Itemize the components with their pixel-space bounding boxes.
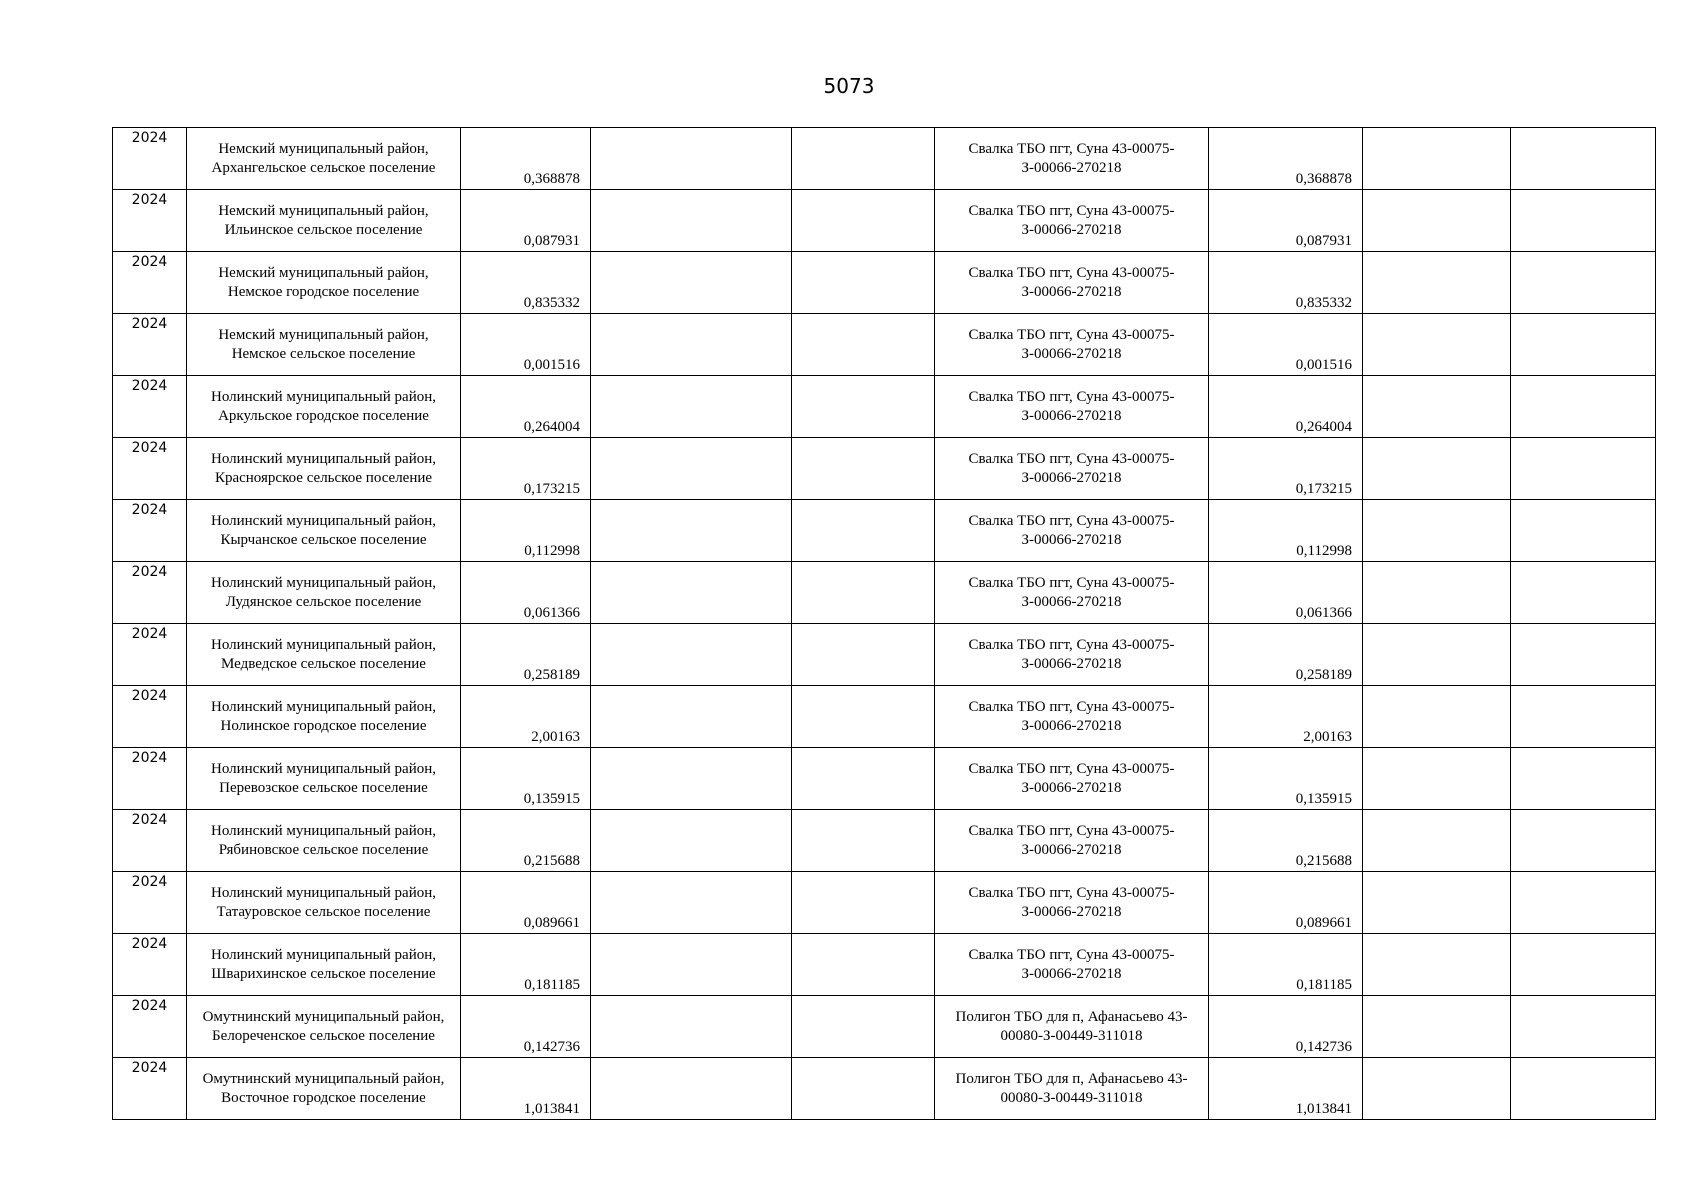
volume2-value: 0,215688 — [1295, 853, 1352, 869]
empty-cell — [1511, 500, 1656, 562]
table-row — [113, 314, 1656, 376]
year-cell: 2024 — [113, 872, 187, 934]
volume2-cell — [1209, 314, 1363, 376]
empty-cell — [792, 810, 935, 872]
empty-cell — [1363, 128, 1511, 190]
facility-text: Свалка ТБО пгт, Суна 43-00075-З-00066-270218 — [968, 760, 1175, 796]
year-cell: 2024 — [113, 562, 187, 624]
volume-value: 0,181185 — [524, 977, 580, 993]
volume-value: 0,112998 — [524, 543, 580, 559]
year-cell: 2024 — [113, 438, 187, 500]
volume2-value: 0,087931 — [1295, 233, 1352, 249]
table-row — [113, 438, 1656, 500]
empty-cell — [591, 686, 792, 748]
volume-value: 0,173215 — [523, 481, 580, 497]
volume-cell — [461, 252, 591, 314]
area-text: Немский муниципальный район, Архангельское сельское поселение — [211, 140, 436, 176]
empty-cell — [591, 562, 792, 624]
table-row — [113, 934, 1656, 996]
year-cell: 2024 — [113, 624, 187, 686]
table-body — [113, 128, 1656, 1120]
volume2-cell — [1209, 748, 1363, 810]
area-text: Немский муниципальный район, Немское сельское поселение — [218, 326, 429, 362]
waste-table — [112, 127, 1656, 1120]
facility-text: Свалка ТБО пгт, Суна 43-00075-З-00066-270218 — [968, 388, 1175, 424]
volume2-value: 0,112998 — [1296, 543, 1352, 559]
year-cell: 2024 — [113, 996, 187, 1058]
volume2-cell — [1209, 128, 1363, 190]
volume-value: 0,215688 — [523, 853, 580, 869]
volume-cell — [461, 562, 591, 624]
area-cell — [187, 190, 461, 252]
area-cell — [187, 872, 461, 934]
volume-cell — [461, 996, 591, 1058]
volume-cell — [461, 624, 591, 686]
volume-value: 0,001516 — [523, 357, 580, 373]
year-cell: 2024 — [113, 128, 187, 190]
volume2-value: 0,142736 — [1295, 1039, 1352, 1055]
empty-cell — [1363, 934, 1511, 996]
volume2-cell — [1209, 996, 1363, 1058]
volume2-cell — [1209, 686, 1363, 748]
table-row — [113, 376, 1656, 438]
volume-value: 0,258189 — [523, 667, 580, 683]
volume-cell — [461, 314, 591, 376]
empty-cell — [792, 314, 935, 376]
empty-cell — [1511, 996, 1656, 1058]
empty-cell — [1511, 252, 1656, 314]
facility-cell — [935, 314, 1209, 376]
facility-text: Полигон ТБО для п, Афанасьево 43-00080-З-00449-311018 — [955, 1070, 1188, 1106]
volume2-cell — [1209, 810, 1363, 872]
volume2-cell — [1209, 500, 1363, 562]
empty-cell — [1363, 872, 1511, 934]
empty-cell — [591, 748, 792, 810]
empty-cell — [792, 996, 935, 1058]
facility-text: Свалка ТБО пгт, Суна 43-00075-З-00066-270218 — [968, 946, 1175, 982]
area-text: Нолинский муниципальный район, Аркульское городское поселение — [210, 388, 436, 424]
table-row — [113, 996, 1656, 1058]
volume-cell — [461, 748, 591, 810]
volume2-cell — [1209, 190, 1363, 252]
area-cell — [187, 1058, 461, 1120]
empty-cell — [1363, 314, 1511, 376]
volume-cell — [461, 500, 591, 562]
table-row — [113, 624, 1656, 686]
area-cell — [187, 438, 461, 500]
empty-cell — [591, 438, 792, 500]
facility-text: Свалка ТБО пгт, Суна 43-00075-З-00066-270218 — [968, 512, 1175, 548]
facility-cell — [935, 376, 1209, 438]
area-cell — [187, 686, 461, 748]
table-row — [113, 872, 1656, 934]
year-cell: 2024 — [113, 500, 187, 562]
table-row — [113, 562, 1656, 624]
volume-value: 0,368878 — [523, 171, 580, 187]
empty-cell — [792, 934, 935, 996]
year-cell: 2024 — [113, 934, 187, 996]
volume-cell — [461, 934, 591, 996]
area-cell — [187, 748, 461, 810]
volume2-value: 1,013841 — [1295, 1101, 1352, 1117]
empty-cell — [1511, 686, 1656, 748]
facility-cell — [935, 438, 1209, 500]
year-cell: 2024 — [113, 314, 187, 376]
facility-text: Свалка ТБО пгт, Суна 43-00075-З-00066-270218 — [968, 140, 1175, 176]
area-text: Нолинский муниципальный район, Нолинское городское поселение — [210, 698, 436, 734]
empty-cell — [591, 252, 792, 314]
empty-cell — [1363, 252, 1511, 314]
empty-cell — [1511, 376, 1656, 438]
volume2-cell — [1209, 252, 1363, 314]
empty-cell — [591, 1058, 792, 1120]
volume-cell — [461, 686, 591, 748]
facility-text: Свалка ТБО пгт, Суна 43-00075-З-00066-270218 — [968, 636, 1175, 672]
empty-cell — [1511, 934, 1656, 996]
volume2-cell — [1209, 1058, 1363, 1120]
volume-cell — [461, 128, 591, 190]
area-text: Нолинский муниципальный район, Медведское сельское поселение — [210, 636, 436, 672]
empty-cell — [792, 500, 935, 562]
empty-cell — [1363, 810, 1511, 872]
volume2-cell — [1209, 562, 1363, 624]
area-text: Нолинский муниципальный район, Рябиновское сельское поселение — [210, 822, 436, 858]
volume2-value: 0,089661 — [1295, 915, 1352, 931]
volume-value: 0,142736 — [523, 1039, 580, 1055]
area-text: Немский муниципальный район, Ильинское сельское поселение — [218, 202, 429, 238]
facility-text: Свалка ТБО пгт, Суна 43-00075-З-00066-270218 — [968, 574, 1175, 610]
table-row — [113, 686, 1656, 748]
area-cell — [187, 314, 461, 376]
volume-cell — [461, 872, 591, 934]
area-text: Омутнинский муниципальный район, Белореченское сельское поселение — [202, 1008, 445, 1044]
facility-text: Свалка ТБО пгт, Суна 43-00075-З-00066-270218 — [968, 884, 1175, 920]
area-text: Нолинский муниципальный район, Красноярское сельское поселение — [210, 450, 436, 486]
empty-cell — [591, 128, 792, 190]
empty-cell — [1363, 686, 1511, 748]
facility-cell — [935, 934, 1209, 996]
table-row — [113, 190, 1656, 252]
volume2-value: 2,00163 — [1303, 729, 1352, 745]
empty-cell — [591, 810, 792, 872]
area-text: Нолинский муниципальный район, Кырчанское сельское поселение — [210, 512, 436, 548]
empty-cell — [591, 624, 792, 686]
volume2-value: 0,835332 — [1295, 295, 1352, 311]
empty-cell — [591, 872, 792, 934]
empty-cell — [1511, 1058, 1656, 1120]
volume-cell — [461, 438, 591, 500]
empty-cell — [792, 252, 935, 314]
empty-cell — [792, 624, 935, 686]
area-text: Нолинский муниципальный район, Татауровское сельское поселение — [210, 884, 436, 920]
empty-cell — [1511, 872, 1656, 934]
facility-cell — [935, 872, 1209, 934]
empty-cell — [1511, 314, 1656, 376]
volume-value: 2,00163 — [531, 729, 580, 745]
area-cell — [187, 810, 461, 872]
area-cell — [187, 128, 461, 190]
empty-cell — [792, 562, 935, 624]
empty-cell — [792, 1058, 935, 1120]
empty-cell — [591, 996, 792, 1058]
empty-cell — [1511, 190, 1656, 252]
empty-cell — [1363, 438, 1511, 500]
volume2-cell — [1209, 438, 1363, 500]
table-row — [113, 252, 1656, 314]
area-cell — [187, 376, 461, 438]
volume-value: 0,061366 — [523, 605, 580, 621]
empty-cell — [591, 314, 792, 376]
facility-cell — [935, 624, 1209, 686]
empty-cell — [1511, 128, 1656, 190]
empty-cell — [591, 934, 792, 996]
empty-cell — [1363, 1058, 1511, 1120]
facility-text: Свалка ТБО пгт, Суна 43-00075-З-00066-270218 — [968, 698, 1175, 734]
table-row — [113, 128, 1656, 190]
empty-cell — [1363, 624, 1511, 686]
empty-cell — [591, 376, 792, 438]
empty-cell — [1363, 748, 1511, 810]
facility-text: Свалка ТБО пгт, Суна 43-00075-З-00066-270218 — [968, 326, 1175, 362]
facility-text: Свалка ТБО пгт, Суна 43-00075-З-00066-270218 — [968, 822, 1175, 858]
facility-cell — [935, 996, 1209, 1058]
empty-cell — [1511, 624, 1656, 686]
empty-cell — [591, 190, 792, 252]
volume2-value: 0,061366 — [1295, 605, 1352, 621]
facility-cell — [935, 748, 1209, 810]
table-row — [113, 810, 1656, 872]
facility-cell — [935, 562, 1209, 624]
table-row — [113, 500, 1656, 562]
empty-cell — [591, 500, 792, 562]
volume-cell — [461, 376, 591, 438]
area-cell — [187, 996, 461, 1058]
volume2-cell — [1209, 934, 1363, 996]
facility-text: Свалка ТБО пгт, Суна 43-00075-З-00066-270218 — [968, 202, 1175, 238]
area-text: Немский муниципальный район, Немское городское поселение — [218, 264, 429, 300]
volume2-value: 0,135915 — [1295, 791, 1352, 807]
year-cell: 2024 — [113, 810, 187, 872]
volume-cell — [461, 190, 591, 252]
empty-cell — [792, 128, 935, 190]
empty-cell — [1511, 748, 1656, 810]
volume-value: 0,835332 — [523, 295, 580, 311]
empty-cell — [792, 376, 935, 438]
table-row — [113, 748, 1656, 810]
volume-cell — [461, 1058, 591, 1120]
facility-cell — [935, 190, 1209, 252]
facility-cell — [935, 810, 1209, 872]
facility-cell — [935, 500, 1209, 562]
empty-cell — [792, 190, 935, 252]
volume-value: 1,013841 — [523, 1101, 580, 1117]
area-text: Нолинский муниципальный район, Лудянское сельское поселение — [210, 574, 436, 610]
volume-value: 0,087931 — [523, 233, 580, 249]
empty-cell — [1363, 190, 1511, 252]
table-row — [113, 1058, 1656, 1120]
empty-cell — [792, 686, 935, 748]
year-cell: 2024 — [113, 748, 187, 810]
volume2-value: 0,264004 — [1295, 419, 1352, 435]
area-cell — [187, 624, 461, 686]
year-cell: 2024 — [113, 686, 187, 748]
empty-cell — [1363, 500, 1511, 562]
volume2-value: 0,258189 — [1295, 667, 1352, 683]
empty-cell — [1511, 438, 1656, 500]
empty-cell — [1511, 810, 1656, 872]
volume-value: 0,089661 — [523, 915, 580, 931]
empty-cell — [1363, 996, 1511, 1058]
area-text: Омутнинский муниципальный район, Восточное городское поселение — [202, 1070, 445, 1106]
empty-cell — [1511, 562, 1656, 624]
empty-cell — [792, 748, 935, 810]
volume2-value: 0,173215 — [1295, 481, 1352, 497]
area-cell — [187, 252, 461, 314]
volume2-value: 0,368878 — [1295, 171, 1352, 187]
year-cell: 2024 — [113, 252, 187, 314]
volume2-value: 0,001516 — [1295, 357, 1352, 373]
empty-cell — [792, 438, 935, 500]
volume2-cell — [1209, 624, 1363, 686]
facility-cell — [935, 1058, 1209, 1120]
area-text: Нолинский муниципальный район, Шварихинское сельское поселение — [210, 946, 436, 982]
facility-text: Полигон ТБО для п, Афанасьево 43-00080-З-00449-311018 — [955, 1008, 1188, 1044]
empty-cell — [1363, 376, 1511, 438]
facility-cell — [935, 128, 1209, 190]
empty-cell — [1363, 562, 1511, 624]
volume2-cell — [1209, 376, 1363, 438]
area-text: Нолинский муниципальный район, Перевозское сельское поселение — [210, 760, 436, 796]
year-cell: 2024 — [113, 1058, 187, 1120]
year-cell: 2024 — [113, 376, 187, 438]
year-cell: 2024 — [113, 190, 187, 252]
empty-cell — [792, 872, 935, 934]
area-cell — [187, 500, 461, 562]
facility-cell — [935, 252, 1209, 314]
facility-cell — [935, 686, 1209, 748]
facility-text: Свалка ТБО пгт, Суна 43-00075-З-00066-270218 — [968, 264, 1175, 300]
volume-value: 0,264004 — [523, 419, 580, 435]
area-cell — [187, 934, 461, 996]
volume-cell — [461, 810, 591, 872]
page-number: 5073 — [823, 74, 875, 98]
area-cell — [187, 562, 461, 624]
volume2-cell — [1209, 872, 1363, 934]
volume-value: 0,135915 — [523, 791, 580, 807]
volume2-value: 0,181185 — [1296, 977, 1352, 993]
facility-text: Свалка ТБО пгт, Суна 43-00075-З-00066-270218 — [968, 450, 1175, 486]
